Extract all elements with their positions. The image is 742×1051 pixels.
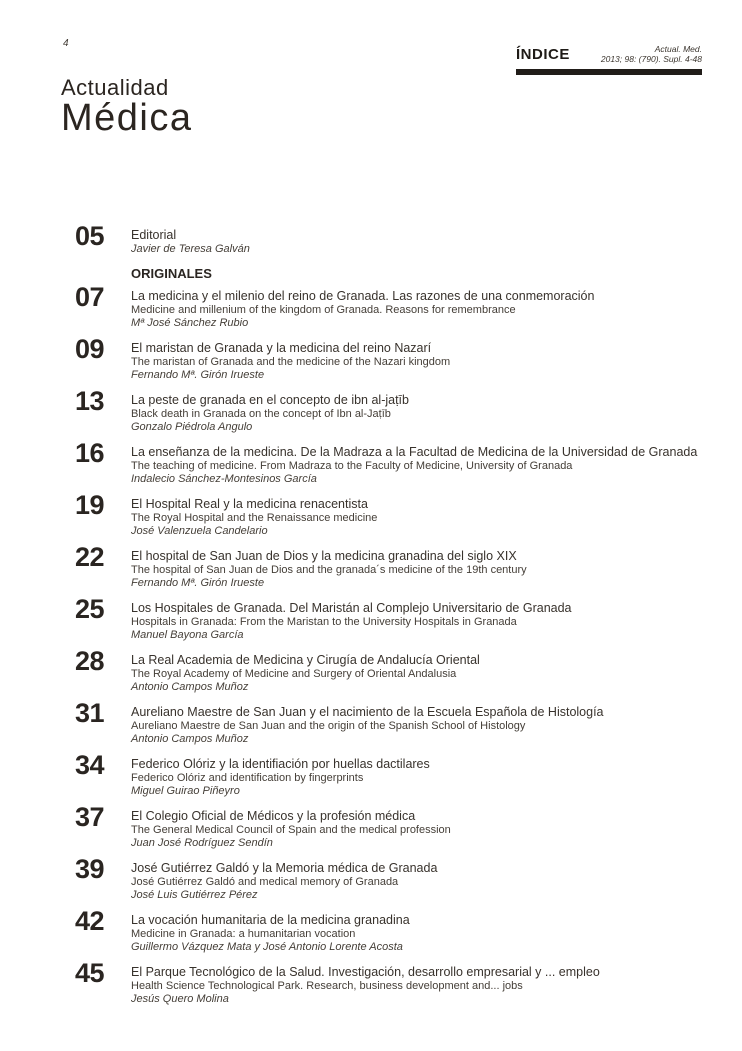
- entry-page-number: 45: [75, 957, 105, 988]
- entry-title-en: The hospital of San Juan de Dios and the granada´s medicine of the 19th century: [131, 563, 527, 576]
- entry-title-es: La enseñanza de la medicina. De la Madraza a la Facultad de Medicina de la Universidad de Granada: [131, 444, 698, 459]
- entry-authors: Mª José Sánchez Rubio: [131, 317, 249, 329]
- entry-title-en: Aureliano Maestre de San Juan and the origin of the Spanish School of Histology: [131, 719, 526, 732]
- header: [516, 44, 702, 75]
- entry-title-en: José Gutiérrez Galdó and medical memory of Granada: [131, 875, 399, 888]
- entry-authors: Indalecio Sánchez-Montesinos García: [131, 473, 317, 485]
- entry-page-number: 42: [75, 905, 105, 936]
- entry-page-number: 19: [75, 489, 105, 520]
- entry-authors: Manuel Bayona García: [131, 629, 244, 641]
- entry-page-number: 05: [75, 221, 105, 251]
- table-of-contents: [75, 221, 704, 1016]
- entry-title-es: Aureliano Maestre de San Juan y el nacimiento de la Escuela Española de Histología: [131, 704, 604, 719]
- entry-authors: Jesús Quero Molina: [131, 993, 229, 1005]
- entry-title-es: El hospital de San Juan de Dios y la medicina granadina del siglo XIX: [131, 548, 517, 563]
- toc-entry: [75, 957, 704, 1007]
- entry-authors: Javier de Teresa Galván: [131, 243, 250, 255]
- entry-title-en: Black death in Granada on the concept of Ibn al-Jaṭīb: [131, 407, 391, 420]
- entry-title-es: La medicina y el milenio del reino de Granada. Las razones de una conmemoración: [131, 288, 595, 303]
- entry-page-number: 34: [75, 749, 105, 780]
- entry-title-es: El Parque Tecnológico de la Salud. Investigación, desarrollo empresarial y ... empleo: [131, 964, 600, 979]
- journal-logo-line1: Actualidad: [61, 75, 169, 100]
- entry-authors: Antonio Campos Muñoz: [131, 733, 249, 745]
- entry-title-es: El Colegio Oficial de Médicos y la profesión médica: [131, 808, 416, 823]
- entry-page-number: 22: [75, 541, 105, 572]
- toc-entry: [75, 385, 704, 435]
- entry-title-en: The General Medical Council of Spain and the medical profession: [131, 823, 451, 836]
- entry-texts: [131, 392, 409, 435]
- entry-title-en: Medicine and millenium of the kingdom of Granada. Reasons for remembrance: [131, 303, 516, 316]
- entry-texts: [131, 860, 437, 903]
- toc-entry: [75, 541, 704, 591]
- toc-entry: [75, 437, 704, 487]
- journal-logo-line2: Médica: [61, 97, 193, 139]
- entry-texts: [131, 912, 410, 955]
- entry-title-es: José Gutiérrez Galdó y la Memoria médica de Granada: [131, 860, 438, 875]
- entry-texts: [131, 652, 480, 695]
- entry-title-en: Hospitals in Granada: From the Maristan to the University Hospitals in Granada: [131, 615, 517, 628]
- entry-title-en: Medicine in Granada: a humanitarian vocation: [131, 927, 356, 940]
- entry-authors: Fernando Mª. Girón Irueste: [131, 577, 265, 589]
- entry-title-es: El Hospital Real y la medicina renacentista: [131, 496, 368, 511]
- entry-texts: [131, 340, 450, 383]
- entry-title-es: Editorial: [131, 228, 177, 242]
- entry-page-number: 16: [75, 437, 105, 468]
- toc-entry: [75, 645, 704, 695]
- toc-entry: [75, 489, 704, 539]
- entry-page-number: 28: [75, 645, 105, 676]
- entry-authors: Guillermo Vázquez Mata y José Antonio Lorente Acosta: [131, 941, 403, 953]
- toc-entry: [75, 749, 704, 799]
- page-number: 4: [63, 38, 69, 49]
- toc-entry: [75, 221, 704, 257]
- header-rule-bar: [516, 69, 702, 75]
- entry-page-number: 09: [75, 333, 105, 364]
- toc-entry: [75, 853, 704, 903]
- entry-texts: [131, 704, 604, 747]
- section-heading: ORIGINALES: [131, 265, 212, 281]
- entry-title-es: La vocación humanitaria de la medicina granadina: [131, 912, 410, 927]
- entry-title-es: La Real Academia de Medicina y Cirugía de Andalucía Oriental: [131, 652, 480, 667]
- entry-title-en: The Royal Hospital and the Renaissance medicine: [131, 511, 378, 524]
- entry-texts: [131, 496, 377, 539]
- entry-title-en: The maristan of Granada and the medicine of the Nazari kingdom: [131, 355, 451, 368]
- entry-page-number: 25: [75, 593, 105, 624]
- entry-title-en: Health Science Technological Park. Research, business development and... jobs: [131, 979, 523, 992]
- entry-texts: [131, 227, 250, 257]
- journal-reference-line2: 2013; 98: (790). Supl. 4-48: [600, 54, 702, 64]
- journal-logo: [61, 76, 193, 137]
- entry-authors: Fernando Mª. Girón Irueste: [131, 369, 265, 381]
- journal-reference: [601, 44, 702, 64]
- entry-texts: [131, 756, 430, 799]
- journal-reference-line1: Actual. Med.: [654, 44, 702, 54]
- entry-authors: Antonio Campos Muñoz: [131, 681, 249, 693]
- entry-texts: [131, 600, 572, 643]
- entry-texts: [131, 808, 451, 851]
- entry-texts: [131, 548, 527, 591]
- entry-title-en: Federico Olóriz and identification by fingerprints: [131, 771, 364, 784]
- entry-title-es: Los Hospitales de Granada. Del Maristán al Complejo Universitario de Granada: [131, 600, 572, 615]
- entry-page-number: 31: [75, 697, 105, 728]
- entry-authors: Gonzalo Piédrola Angulo: [131, 421, 253, 433]
- entry-title-es: El maristan de Granada y la medicina del reino Nazarí: [131, 340, 432, 355]
- toc-entry: [75, 333, 704, 383]
- entry-page-number: 39: [75, 853, 105, 884]
- entry-authors: José Luis Gutiérrez Pérez: [131, 889, 258, 901]
- entry-texts: [131, 288, 594, 331]
- entry-title-es: Federico Olóriz y la identifiación por huellas dactilares: [131, 756, 430, 771]
- entry-page-number: 13: [75, 385, 105, 416]
- toc-entry: [75, 697, 704, 747]
- index-title: ÍNDICE: [516, 46, 570, 63]
- toc-entry: [75, 905, 704, 955]
- entry-texts: [131, 444, 697, 487]
- entry-authors: José Valenzuela Candelario: [131, 525, 268, 537]
- toc-entry: [75, 593, 704, 643]
- toc-entry: [75, 281, 704, 331]
- entry-title-en: The Royal Academy of Medicine and Surgery of Oriental Andalusia: [131, 667, 457, 680]
- toc-entry: [75, 801, 704, 851]
- entry-authors: Miguel Guirao Piñeyro: [131, 785, 240, 797]
- header-row: [516, 44, 702, 64]
- entry-title-en: The teaching of medicine. From Madraza to the Faculty of Medicine, University of Granada: [131, 459, 573, 472]
- entry-page-number: 37: [75, 801, 105, 832]
- entry-texts: [131, 964, 600, 1007]
- entry-title-es: La peste de granada en el concepto de ibn al-jaṭīb: [131, 392, 409, 407]
- entry-authors: Juan José Rodríguez Sendín: [131, 837, 273, 849]
- entry-page-number: 07: [75, 281, 105, 312]
